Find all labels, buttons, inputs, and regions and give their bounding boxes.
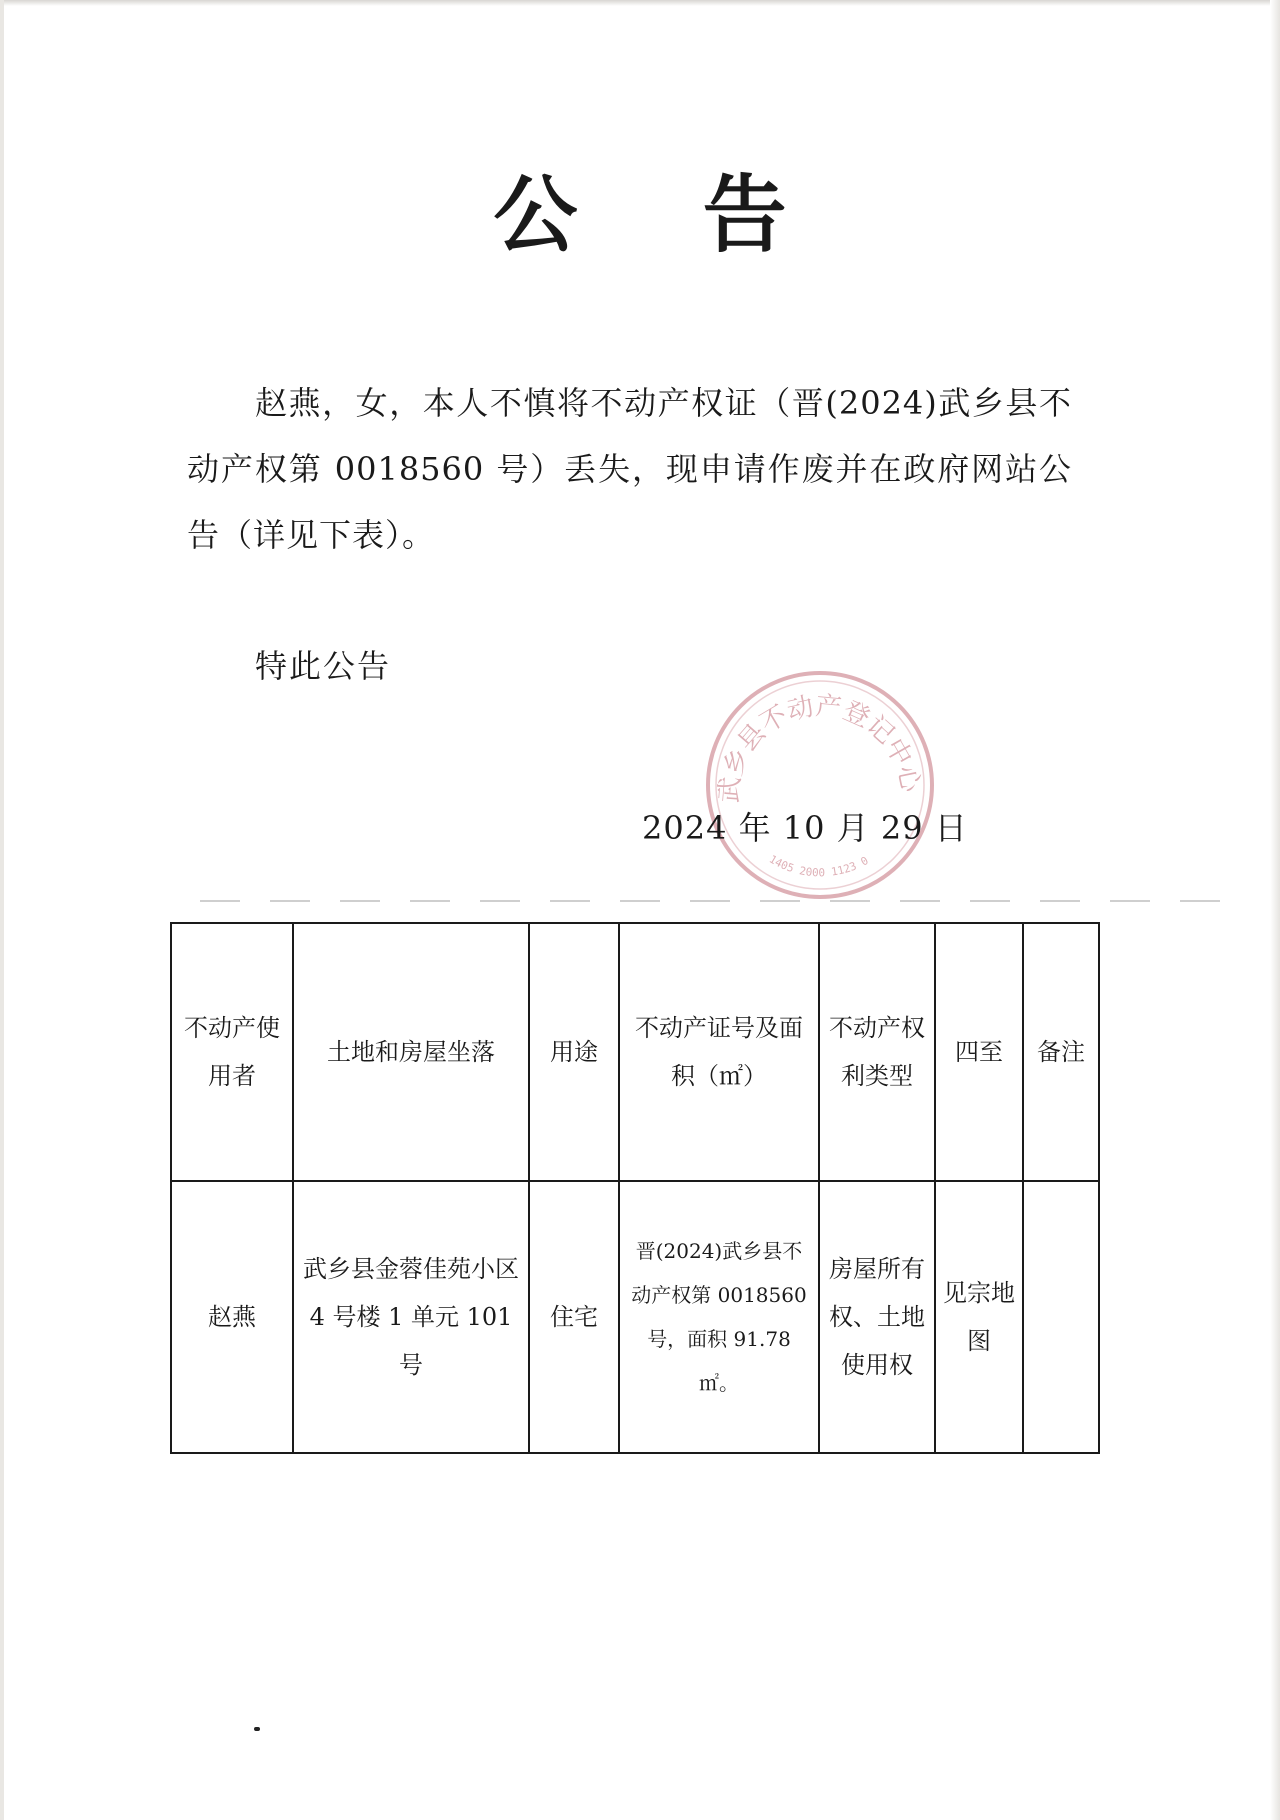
cell-certificate: 晋(2024)武乡县不动产权第 0018560 号，面积 91.78 ㎡。 (619, 1181, 819, 1453)
cell-location: 武乡县金蓉佳苑小区 4 号楼 1 单元 101 号 (293, 1181, 529, 1453)
paper-left-edge (0, 0, 4, 1820)
cell-usage: 住宅 (529, 1181, 619, 1453)
official-seal-stamp (700, 665, 940, 905)
announcement-body: 赵燕，女，本人不慎将不动产权证（晋(2024)武乡县不动产权第 0018560 号）丢失，现申请作废并在政府网站公告（详见下表）。 (187, 384, 1072, 554)
property-info-table (170, 922, 1100, 1454)
paper-right-edge (1270, 0, 1280, 1820)
paper-speck (254, 1727, 260, 1731)
cell-right-type: 房屋所有权、土地使用权 (819, 1181, 935, 1453)
table-header-row (171, 923, 1099, 1181)
fold-line (200, 900, 1240, 902)
header-remarks: 备注 (1023, 923, 1099, 1181)
cell-owner: 赵燕 (171, 1181, 293, 1453)
announcement-date: 2024 年 10 月 29 日 (642, 809, 968, 847)
header-boundaries: 四至 (935, 923, 1023, 1181)
seal-text: 武乡县不动产登记中心 (714, 691, 926, 804)
cell-boundaries: 见宗地图 (935, 1181, 1023, 1453)
header-location: 土地和房屋坐落 (293, 923, 529, 1181)
paper-top-edge (0, 0, 1280, 6)
header-certificate: 不动产证号及面积（㎡） (619, 923, 819, 1181)
header-owner: 不动产使用者 (171, 923, 293, 1181)
header-right-type: 不动产权利类型 (819, 923, 935, 1181)
closing-phrase: 特此公告 (255, 647, 392, 685)
document-title: 公 告 (493, 165, 835, 264)
cell-remarks (1023, 1181, 1099, 1453)
seal-number: 1405 2000 1123 0 (766, 852, 871, 880)
table-row (171, 1181, 1099, 1453)
header-usage: 用途 (529, 923, 619, 1181)
